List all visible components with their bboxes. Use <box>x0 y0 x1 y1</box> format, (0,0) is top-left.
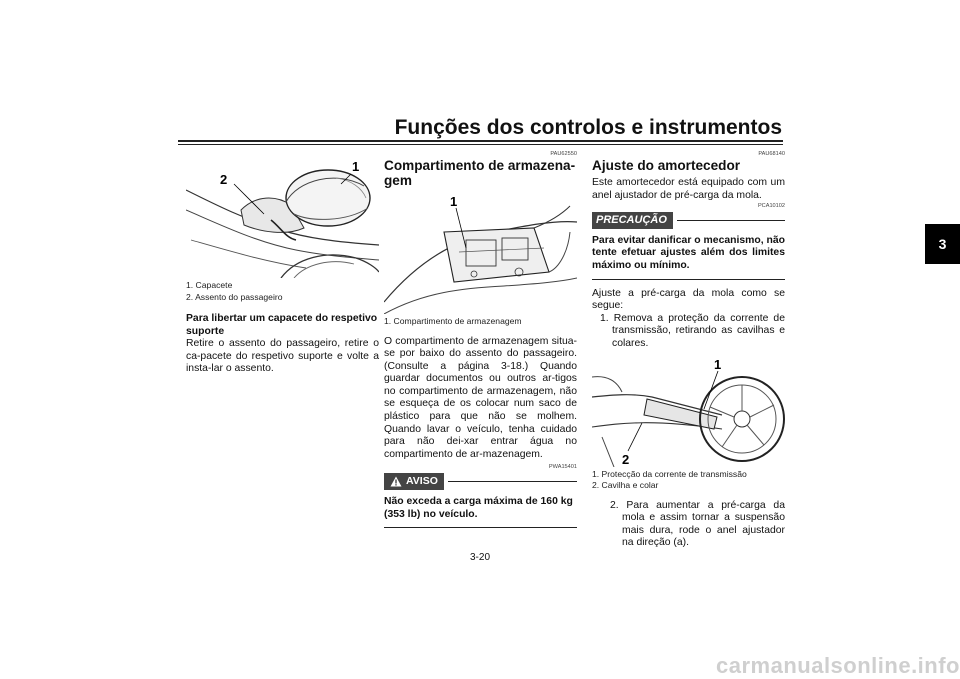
caution-header <box>592 212 785 229</box>
body-helmet: Retire o assento do passageiro, retire o ca-pacete do respetivo suporte e volte a insta-lar o assento. <box>186 338 379 375</box>
caption-1: 1. Capacete <box>186 280 233 290</box>
warning-rule <box>448 481 577 482</box>
warning-badge <box>384 473 444 490</box>
page-number: 3-20 <box>469 552 490 563</box>
warning-text: Não exceda a carga máxima de 160 kg (353 lb) no veículo. <box>384 496 573 520</box>
figure-label-1: 1 <box>714 356 722 372</box>
step-1: 1. Remova a proteção da corrente de transmissão, retirando as cavilhas e colares. <box>600 312 785 349</box>
chapter-tab[interactable]: 3 <box>925 224 960 264</box>
warning-label: AVISO <box>406 475 438 488</box>
caption-chain-1: 1. Protecção da corrente de transmissão <box>592 468 747 479</box>
figure-label-1: 1 <box>352 159 360 174</box>
section-code: PAU68140 <box>758 151 785 157</box>
column-3 <box>592 150 785 550</box>
chain-figure <box>592 357 785 467</box>
warning-header <box>384 473 577 490</box>
warning-code: PWA15401 <box>548 464 577 471</box>
header-rule-top <box>178 140 783 142</box>
watermark[interactable]: carmanualsonline.info <box>716 653 960 678</box>
caution-code: PCA10102 <box>757 203 785 210</box>
column-2 <box>384 150 577 528</box>
caution-end-rule <box>592 279 785 280</box>
caution-badge: PRECAUÇÃO <box>592 212 673 229</box>
helmet-illustration <box>186 150 379 278</box>
storage-figure <box>384 192 577 314</box>
caution-rule <box>677 220 785 221</box>
caption-2: 2. Assento do passageiro <box>186 291 283 302</box>
shock-heading: Ajuste do amortecedor <box>592 158 741 173</box>
storage-illustration <box>384 192 577 314</box>
warning-triangle-icon <box>390 476 402 487</box>
warning-end-rule <box>384 527 577 528</box>
step-2: 2. Para aumentar a pré-carga da mola e assim tornar a suspensão mais dura, rode o anel ajustador na direção (a). <box>610 499 785 549</box>
caution-text: Para evitar danificar o mecanismo, não tente efetuar ajustes além dos limites máximo ou mínimo. <box>592 234 785 271</box>
chain-illustration <box>592 357 785 467</box>
page-title: Funções dos controlos e instrumentos <box>394 116 782 139</box>
column-1 <box>186 150 379 376</box>
figure-label-2: 2 <box>220 172 228 187</box>
steps-intro: Ajuste a pré-carga da mola como se segue: <box>592 287 785 312</box>
figure-label-1: 1 <box>450 194 458 209</box>
caption-storage: 1. Compartimento de armazenagem <box>384 316 522 326</box>
body-storage: O compartimento de armazenagem situa-se por baixo do assento do passageiro. (Consulte a página 3-18.) Quando guardar documentos ou outros ar-tigos no compartimento de armazenagem, não se esqueça de os colocar num saco de plástico para que não se molhem. Quando lavar o veículo, tenha cuidado para não dei-xar entrar água no compartimento de ar-mazenagem. <box>384 335 577 460</box>
section-code: PAU62550 <box>550 151 577 157</box>
header-rule-bottom <box>178 144 783 145</box>
subheading-helmet: Para libertar um capacete do respetivo suporte <box>186 313 378 337</box>
helmet-figure <box>186 150 379 278</box>
figure-label-2: 2 <box>622 451 630 467</box>
storage-heading: Compartimento de armazena-gem <box>384 158 576 188</box>
caption-chain-2: 2. Cavilha e colar <box>592 480 659 491</box>
shock-intro: Este amortecedor está equipado com um anel ajustador de pré-carga da mola. <box>592 177 785 201</box>
